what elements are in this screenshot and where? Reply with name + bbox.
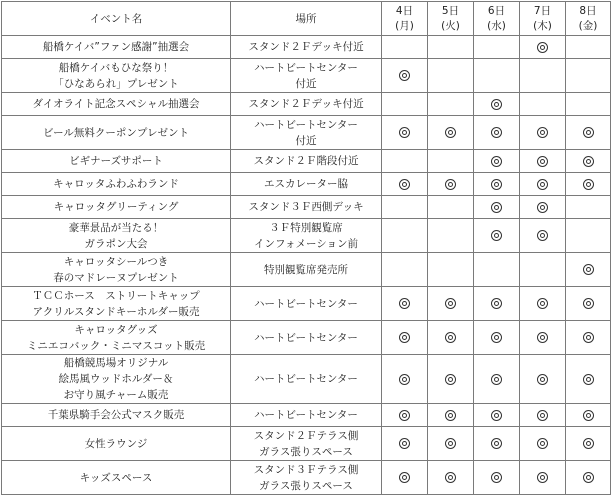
place-line: スタンド３Ｆ西側デッキ xyxy=(248,201,364,213)
schedule-row xyxy=(2,461,611,495)
double-circle-icon xyxy=(583,472,594,483)
event-name-line: キャロッタふわふわランド xyxy=(53,178,179,190)
day-cell xyxy=(566,173,611,196)
day-cell xyxy=(474,253,520,287)
day-cell xyxy=(566,253,611,287)
double-circle-icon xyxy=(491,156,502,167)
event-name-line: 春のマドレーヌプレゼント xyxy=(53,271,179,284)
header-day xyxy=(520,2,566,36)
header-day-weekday: (金) xyxy=(578,19,598,32)
day-cell xyxy=(382,59,428,93)
schedule-row xyxy=(2,150,611,173)
day-cell xyxy=(382,36,428,59)
day-cell xyxy=(474,59,520,93)
day-cell xyxy=(566,321,611,355)
place-line: スタンド２Ｆデッキ付近 xyxy=(248,41,364,53)
day-cell xyxy=(566,93,611,116)
event-schedule-table xyxy=(1,1,611,495)
place-cell xyxy=(231,253,382,287)
day-cell xyxy=(428,461,474,495)
event-name-line: お守り風チャーム販売 xyxy=(63,389,169,401)
day-cell xyxy=(474,93,520,116)
day-cell xyxy=(520,404,566,427)
day-cell xyxy=(428,196,474,219)
event-name-cell xyxy=(2,196,231,219)
double-circle-icon xyxy=(537,156,548,167)
day-cell xyxy=(566,116,611,150)
day-cell xyxy=(428,404,474,427)
place-line: エスカレーター脇 xyxy=(264,178,348,190)
event-name-line: アクリルスタンドキーホルダー販売 xyxy=(32,305,200,318)
place-line: スタンド２Ｆテラス側 xyxy=(253,429,359,442)
event-name-line: キッズスペース xyxy=(79,471,153,484)
event-name-cell xyxy=(2,219,231,253)
place-line: スタンド２Ｆ階段付近 xyxy=(253,155,359,167)
double-circle-icon xyxy=(537,179,548,190)
double-circle-icon xyxy=(491,179,502,190)
day-cell xyxy=(428,116,474,150)
event-name-line: ガラポン大会 xyxy=(84,237,148,250)
double-circle-icon xyxy=(445,472,456,483)
header-day-weekday: (木) xyxy=(533,19,552,32)
place-line: 付近 xyxy=(295,134,317,147)
double-circle-icon xyxy=(399,179,410,190)
day-cell xyxy=(474,36,520,59)
double-circle-icon xyxy=(399,70,410,81)
place-cell xyxy=(231,196,382,219)
schedule-row xyxy=(2,116,611,150)
double-circle-icon xyxy=(445,438,456,449)
double-circle-icon xyxy=(583,410,594,421)
schedule-row xyxy=(2,321,611,355)
day-cell xyxy=(428,287,474,321)
event-name-cell xyxy=(2,36,231,59)
day-cell xyxy=(428,150,474,173)
double-circle-icon xyxy=(445,179,456,190)
header-day-number: 5日 xyxy=(441,4,460,17)
day-cell xyxy=(566,36,611,59)
event-name-line: ＴＣＣホース ストリートキャップ xyxy=(32,289,200,302)
event-name-line: キャロッタグッズ xyxy=(74,323,158,336)
header-event: イベント名 xyxy=(2,2,231,36)
day-cell xyxy=(382,321,428,355)
day-cell xyxy=(474,404,520,427)
day-cell xyxy=(474,173,520,196)
day-cell xyxy=(566,219,611,253)
event-name-cell xyxy=(2,173,231,196)
double-circle-icon xyxy=(583,374,594,385)
place-line: ハートビートセンター xyxy=(254,118,358,131)
header-day-number: 8日 xyxy=(579,4,597,17)
event-name-line: 船橋競馬場オリジナル xyxy=(63,357,169,369)
day-cell xyxy=(428,321,474,355)
day-cell xyxy=(428,219,474,253)
day-cell xyxy=(382,404,428,427)
schedule-row xyxy=(2,287,611,321)
event-name-cell xyxy=(2,355,231,404)
day-cell xyxy=(474,461,520,495)
schedule-row xyxy=(2,173,611,196)
event-name-line: キャロッタシールつき xyxy=(63,255,169,268)
day-cell xyxy=(428,427,474,461)
place-cell xyxy=(231,427,382,461)
day-cell xyxy=(474,287,520,321)
day-cell xyxy=(382,116,428,150)
event-name-line: 船橋ケイバもひな祭り！ xyxy=(58,61,174,74)
day-cell xyxy=(566,59,611,93)
day-cell xyxy=(474,355,520,404)
header-day-number: 7日 xyxy=(533,4,552,17)
place-line: ハートビートセンター xyxy=(254,297,358,310)
schedule-row xyxy=(2,93,611,116)
day-cell xyxy=(474,116,520,150)
day-cell xyxy=(520,287,566,321)
double-circle-icon xyxy=(537,332,548,343)
day-cell xyxy=(382,461,428,495)
day-cell xyxy=(520,116,566,150)
double-circle-icon xyxy=(445,410,456,421)
double-circle-icon xyxy=(491,472,502,483)
header-day xyxy=(474,2,520,36)
event-name-line: ビール無料クーポンプレゼント xyxy=(43,126,189,139)
double-circle-icon xyxy=(399,374,410,385)
double-circle-icon xyxy=(445,374,456,385)
double-circle-icon xyxy=(583,332,594,343)
day-cell xyxy=(520,36,566,59)
double-circle-icon xyxy=(537,472,548,483)
double-circle-icon xyxy=(491,332,502,343)
place-line: ハートビートセンター xyxy=(254,61,358,74)
day-cell xyxy=(474,219,520,253)
event-name-line: ミニエコバック・ミニマスコット販売 xyxy=(26,339,206,352)
double-circle-icon xyxy=(399,127,410,138)
header-day-weekday: (火) xyxy=(441,19,460,32)
place-line: ハートビートセンター xyxy=(254,373,358,385)
place-cell xyxy=(231,36,382,59)
day-cell xyxy=(382,93,428,116)
header-day xyxy=(428,2,474,36)
day-cell xyxy=(428,36,474,59)
day-cell xyxy=(520,427,566,461)
day-cell xyxy=(520,253,566,287)
double-circle-icon xyxy=(445,127,456,138)
double-circle-icon xyxy=(537,374,548,385)
double-circle-icon xyxy=(537,127,548,138)
day-cell xyxy=(520,173,566,196)
day-cell xyxy=(428,355,474,404)
event-name-line: キャロッタグリーティング xyxy=(53,201,179,213)
event-name-cell xyxy=(2,287,231,321)
double-circle-icon xyxy=(399,298,410,309)
day-cell xyxy=(382,253,428,287)
header-day-weekday: (水) xyxy=(487,19,506,32)
day-cell xyxy=(520,219,566,253)
day-cell xyxy=(520,355,566,404)
double-circle-icon xyxy=(583,438,594,449)
day-cell xyxy=(520,196,566,219)
day-cell xyxy=(520,461,566,495)
event-name-cell xyxy=(2,59,231,93)
double-circle-icon xyxy=(399,438,410,449)
double-circle-icon xyxy=(537,410,548,421)
day-cell xyxy=(382,150,428,173)
place-cell xyxy=(231,404,382,427)
event-name-line: 豪華景品が当たる！ xyxy=(68,221,164,234)
schedule-row xyxy=(2,355,611,404)
day-cell xyxy=(382,173,428,196)
double-circle-icon xyxy=(445,298,456,309)
double-circle-icon xyxy=(445,332,456,343)
double-circle-icon xyxy=(537,42,548,53)
double-circle-icon xyxy=(399,332,410,343)
place-line: 特別観覧席発売所 xyxy=(264,263,348,276)
double-circle-icon xyxy=(399,410,410,421)
place-line: ハートビートセンター xyxy=(254,409,358,421)
event-name-line: 絵馬風ウッドホルダー＆ xyxy=(58,373,174,385)
day-cell xyxy=(428,93,474,116)
place-line: ガラス張りスペース xyxy=(259,479,353,492)
double-circle-icon xyxy=(491,202,502,213)
day-cell xyxy=(474,196,520,219)
double-circle-icon xyxy=(583,127,594,138)
day-cell xyxy=(428,59,474,93)
schedule-row xyxy=(2,253,611,287)
place-cell xyxy=(231,355,382,404)
place-line: スタンド３Ｆテラス側 xyxy=(253,463,359,476)
schedule-row xyxy=(2,427,611,461)
day-cell xyxy=(428,253,474,287)
schedule-row xyxy=(2,36,611,59)
place-cell xyxy=(231,287,382,321)
double-circle-icon xyxy=(537,230,548,241)
header-day xyxy=(566,2,611,36)
event-name-cell xyxy=(2,116,231,150)
place-cell xyxy=(231,461,382,495)
place-line: スタンド２Ｆデッキ付近 xyxy=(248,98,364,110)
event-name-cell xyxy=(2,404,231,427)
place-line: ガラス張りスペース xyxy=(259,445,353,458)
header-day-weekday: (月) xyxy=(395,19,414,32)
place-line: ハートビートセンター xyxy=(254,331,358,344)
place-cell xyxy=(231,150,382,173)
day-cell xyxy=(382,219,428,253)
day-cell xyxy=(474,427,520,461)
event-name-cell xyxy=(2,427,231,461)
place-cell xyxy=(231,93,382,116)
header-day xyxy=(382,2,428,36)
day-cell xyxy=(474,321,520,355)
place-cell xyxy=(231,219,382,253)
day-cell xyxy=(566,461,611,495)
double-circle-icon xyxy=(491,374,502,385)
place-cell xyxy=(231,173,382,196)
day-cell xyxy=(382,427,428,461)
day-cell xyxy=(566,404,611,427)
day-cell xyxy=(428,173,474,196)
day-cell xyxy=(382,196,428,219)
double-circle-icon xyxy=(583,298,594,309)
place-cell xyxy=(231,116,382,150)
double-circle-icon xyxy=(491,127,502,138)
schedule-row xyxy=(2,404,611,427)
double-circle-icon xyxy=(537,298,548,309)
place-line: 付近 xyxy=(295,77,317,90)
day-cell xyxy=(382,355,428,404)
event-name-line: 千葉県騎手会公式マスク販売 xyxy=(47,409,185,421)
event-name-cell xyxy=(2,150,231,173)
header-row xyxy=(2,2,611,36)
double-circle-icon xyxy=(399,472,410,483)
double-circle-icon xyxy=(583,264,594,275)
event-name-line: 「ひなあられ」プレゼント xyxy=(53,77,179,90)
double-circle-icon xyxy=(583,179,594,190)
place-cell xyxy=(231,321,382,355)
schedule-body xyxy=(2,36,611,495)
schedule-row xyxy=(2,219,611,253)
day-cell xyxy=(566,150,611,173)
schedule-row xyxy=(2,59,611,93)
day-cell xyxy=(520,321,566,355)
double-circle-icon xyxy=(537,438,548,449)
header-day-number: 4日 xyxy=(395,4,414,17)
event-name-line: 船橋ケイバ”ファン感謝”抽選会 xyxy=(42,41,190,53)
event-name-line: 女性ラウンジ xyxy=(84,437,148,450)
double-circle-icon xyxy=(491,298,502,309)
event-name-cell xyxy=(2,461,231,495)
place-cell xyxy=(231,59,382,93)
double-circle-icon xyxy=(491,410,502,421)
event-schedule-sheet xyxy=(1,1,611,495)
day-cell xyxy=(520,93,566,116)
double-circle-icon xyxy=(491,230,502,241)
day-cell xyxy=(566,427,611,461)
day-cell xyxy=(566,287,611,321)
day-cell xyxy=(566,355,611,404)
day-cell xyxy=(474,150,520,173)
double-circle-icon xyxy=(491,99,502,110)
header-day-number: 6日 xyxy=(487,4,506,17)
header-place: 場所 xyxy=(231,2,382,36)
event-name-cell xyxy=(2,321,231,355)
schedule-row xyxy=(2,196,611,219)
day-cell xyxy=(520,150,566,173)
event-name-cell xyxy=(2,93,231,116)
event-name-line: ビギナーズサポート xyxy=(69,155,163,167)
double-circle-icon xyxy=(491,438,502,449)
event-name-line: ダイオライト記念スペシャル抽選会 xyxy=(32,98,200,110)
place-line: ３Ｆ特別観覧席 xyxy=(269,221,343,234)
place-line: インフォメーション前 xyxy=(253,237,359,250)
double-circle-icon xyxy=(583,156,594,167)
day-cell xyxy=(382,287,428,321)
double-circle-icon xyxy=(537,202,548,213)
day-cell xyxy=(566,196,611,219)
event-name-cell xyxy=(2,253,231,287)
day-cell xyxy=(520,59,566,93)
